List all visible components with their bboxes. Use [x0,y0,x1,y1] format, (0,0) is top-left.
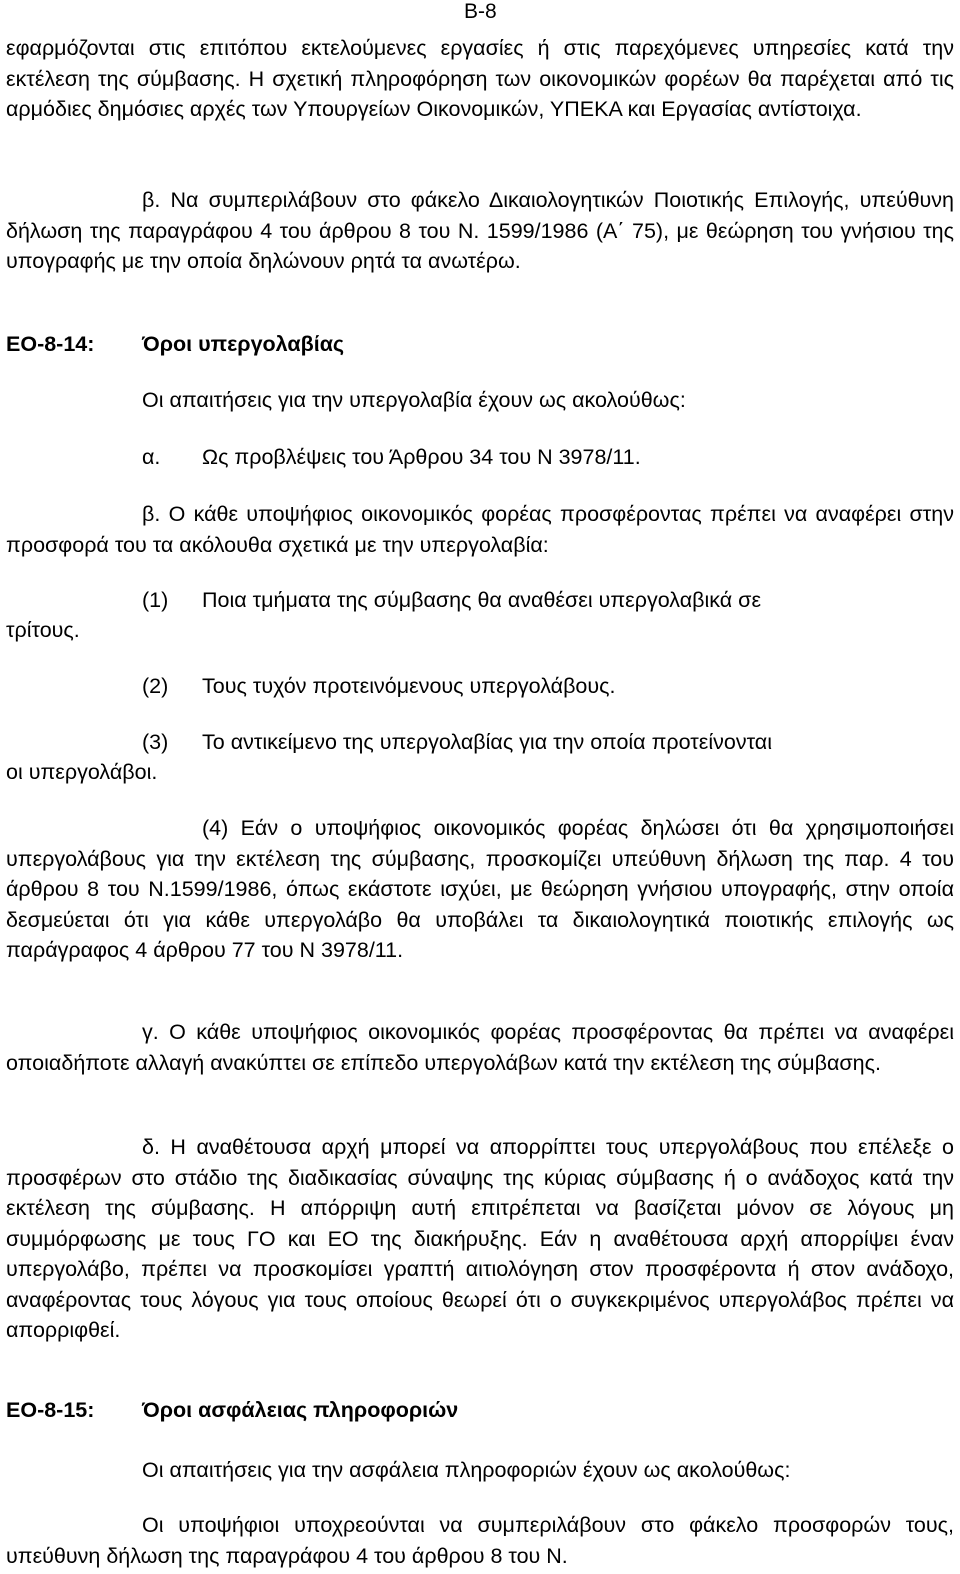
sub-item-4: (4) Εάν ο υποψήφιος οικονομικός φορέας δηλώσει ότι θα χρησιμοποιήσει υπεργολάβους για την εκτέλεση της σύμβασης, προσκομίζει υπεύθυνη δήλωση της παρ. 4 του άρθρου 8 του Ν.1599/1986, όπως εκάστοτε ισχύει, με θεώρηση γνήσιου υπογραφής, στην οποία δεσμεύεται ότι για κάθε υπεργολάβο θα υποβάλει τα δικαιολογητικά ποιοτικής επιλογής ως παράγραφος 4 άρθρου 77 του Ν 3978/11. [6,816,954,962]
item-label: (3) [142,730,169,754]
page-number: Β-8 [464,0,497,23]
list-item-gamma: γ. Ο κάθε υποψήφιος οικονομικός φορέας προσφέροντας θα πρέπει να αναφέρει οποιαδήποτε αλλαγή ανακύπτει σε επίπεδο υπεργολάβων κατά την εκτέλεση της σύμβασης. [6,1020,954,1075]
paragraph-beta: β. Να συμπεριλάβουν στο φάκελο Δικαιολογητικών Ποιοτικής Επιλογής, υπεύθυνη δήλωση της παραγράφου 4 του άρθρου 8 του Ν. 1599/1986 (Α΄ 75), με θεώρηση του γνήσιου της υπογραφής με την οποία δηλώνουν ρητά τα ανωτέρω. [6,188,954,273]
section-code: ΕΟ-8-15: [6,1398,95,1422]
section-heading-15 [6,1398,954,1423]
sub-item-3 [142,727,772,758]
section-intro: Οι απαιτήσεις για την υπεργολαβία έχουν ως ακολούθως: [142,388,686,412]
paragraph-continued: εφαρμόζονται στις επιτόπου εκτελούμενες εργασίες ή στις παρεχόμενες υπηρεσίες κατά την εκτέλεση της σύμβασης. Η σχετική πληροφόρηση των οικονομικών φορέων θα παρέχεται από τις αρμόδιες δημόσιες αρχές των Υπουργείων Οικονομικών, ΥΠΕΚΑ και Εργασίας αντίστοιχα. [6,36,954,121]
sub-item-3-continued: οι υπεργολάβοι. [6,760,158,784]
list-item-beta: β. Ο κάθε υποψήφιος οικονομικός φορέας προσφέροντας πρέπει να αναφέρει στην προσφορά του τα ακόλουθα σχετικά με την υπεργολαβία: [6,502,954,557]
item-label: (2) [142,674,169,698]
item-text: Ποια τμήματα της σύμβασης θα αναθέσει υπεργολαβικά σε [202,588,762,612]
section-heading-14 [6,332,954,357]
item-label: α. [142,445,161,469]
section-intro: Οι απαιτήσεις για την ασφάλεια πληροφοριών έχουν ως ακολούθως: [142,1458,791,1482]
sub-item-1 [142,585,761,616]
section-code: ΕΟ-8-14: [6,332,95,356]
item-text: Ως προβλέψεις του Άρθρου 34 του Ν 3978/11. [202,445,641,469]
item-label: (1) [142,588,169,612]
item-text: Το αντικείμενο της υπεργολαβίας για την οποία προτείνονται [202,730,773,754]
item-text: Τους τυχόν προτεινόμενους υπεργολάβους. [202,674,616,698]
section-title: Όροι ασφάλειας πληροφοριών [142,1398,459,1422]
list-item-delta: δ. Η αναθέτουσα αρχή μπορεί να απορρίπτει τους υπεργολάβους που επέλεξε ο προσφέρων στο στάδιο της διαδικασίας σύναψης της κύριας σύμβασης ή ο ανάδοχος κατά την εκτέλεση της σύμβασης. Η απόρριψη αυτή επιτρέπεται να βασίζεται μόνον σε λόγους μη συμμόρφωσης με τους ΓΟ και ΕΟ της διακήρυξης. Εάν η αναθέτουσα αρχή απορρίψει έναν υπεργολάβο, πρέπει να προσκομίσει γραπτή αιτιολόγηση στον προσφέροντα ή στον ανάδοχο, αναφέροντας τους λόγους για τους οποίους θεωρεί ότι ο συγκεκριμένος υπεργολάβος πρέπει να απορριφθεί. [6,1135,954,1342]
sub-item-1-continued: τρίτους. [6,618,80,642]
section-15-paragraph: Οι υποψήφιοι υποχρεούνται να συμπεριλάβουν στο φάκελο προσφορών τους, υπεύθυνη δήλωση της παραγράφου 4 του άρθρου 8 του Ν. [6,1513,954,1568]
list-item-alpha [142,442,641,473]
sub-item-2 [142,671,616,702]
section-title: Όροι υπεργολαβίας [142,332,345,356]
